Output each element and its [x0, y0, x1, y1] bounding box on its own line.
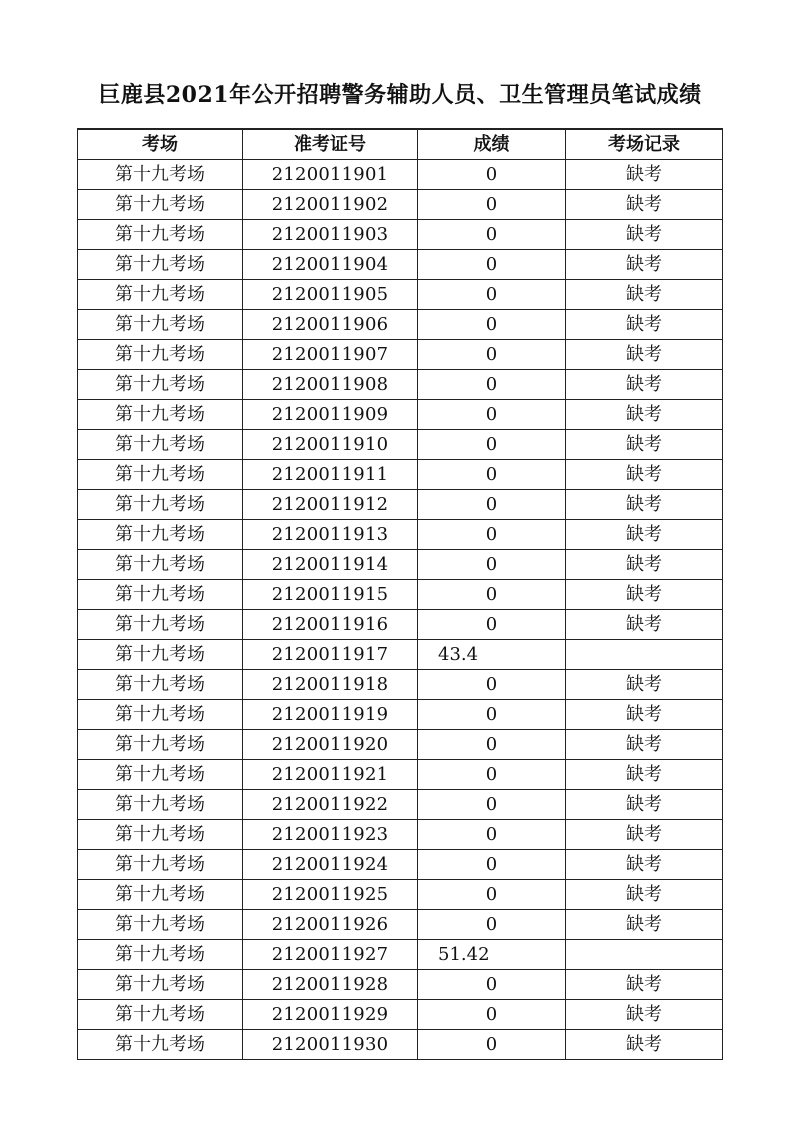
exam-record-cell: 缺考: [566, 1030, 723, 1060]
exam-room-cell: 第十九考场: [78, 220, 243, 250]
table-row: [78, 580, 723, 610]
header-row: [78, 129, 723, 160]
exam-room-cell: 第十九考场: [78, 580, 243, 610]
exam-record-cell: 缺考: [566, 790, 723, 820]
exam-room-cell: 第十九考场: [78, 790, 243, 820]
score-cell: 0: [418, 850, 566, 880]
exam-room-cell: 第十九考场: [78, 670, 243, 700]
ticket-number-cell: 2120011922: [243, 790, 418, 820]
exam-room-cell: 第十九考场: [78, 880, 243, 910]
exam-record-cell: 缺考: [566, 400, 723, 430]
score-cell: 0: [418, 910, 566, 940]
score-cell: 0: [418, 1030, 566, 1060]
ticket-number-cell: 2120011903: [243, 220, 418, 250]
header-ticket-number: 准考证号: [243, 129, 418, 160]
exam-record-cell: 缺考: [566, 160, 723, 190]
score-cell: 0: [418, 550, 566, 580]
score-cell: 0: [418, 760, 566, 790]
table-row: [78, 1000, 723, 1030]
ticket-number-cell: 2120011913: [243, 520, 418, 550]
score-cell: 0: [418, 490, 566, 520]
table-row: [78, 370, 723, 400]
table-row: [78, 160, 723, 190]
exam-record-cell: 缺考: [566, 310, 723, 340]
exam-record-cell: 缺考: [566, 250, 723, 280]
exam-room-cell: 第十九考场: [78, 190, 243, 220]
ticket-number-cell: 2120011921: [243, 760, 418, 790]
ticket-number-cell: 2120011917: [243, 640, 418, 670]
ticket-number-cell: 2120011910: [243, 430, 418, 460]
table-row: [78, 460, 723, 490]
exam-record-cell: 缺考: [566, 700, 723, 730]
ticket-number-cell: 2120011914: [243, 550, 418, 580]
score-cell: 0: [418, 250, 566, 280]
score-cell: 0: [418, 340, 566, 370]
table-row: [78, 250, 723, 280]
exam-record-cell: 缺考: [566, 880, 723, 910]
ticket-number-cell: 2120011915: [243, 580, 418, 610]
table-row: [78, 280, 723, 310]
ticket-number-cell: 2120011925: [243, 880, 418, 910]
exam-room-cell: 第十九考场: [78, 400, 243, 430]
table-row: [78, 880, 723, 910]
header-score: 成绩: [418, 129, 566, 160]
ticket-number-cell: 2120011924: [243, 850, 418, 880]
exam-room-cell: 第十九考场: [78, 520, 243, 550]
exam-record-cell: 缺考: [566, 550, 723, 580]
table-row: [78, 190, 723, 220]
exam-record-cell: 缺考: [566, 580, 723, 610]
score-cell: 0: [418, 880, 566, 910]
table-header: [78, 129, 723, 160]
exam-record-cell: 缺考: [566, 520, 723, 550]
ticket-number-cell: 2120011912: [243, 490, 418, 520]
score-cell: 0: [418, 700, 566, 730]
table-row: [78, 970, 723, 1000]
score-cell: 0: [418, 190, 566, 220]
score-cell: 0: [418, 670, 566, 700]
exam-record-cell: 缺考: [566, 1000, 723, 1030]
ticket-number-cell: 2120011918: [243, 670, 418, 700]
table-row: [78, 490, 723, 520]
header-exam-room: 考场: [78, 129, 243, 160]
exam-record-cell: 缺考: [566, 970, 723, 1000]
exam-room-cell: 第十九考场: [78, 370, 243, 400]
table-row: [78, 610, 723, 640]
score-cell: 0: [418, 790, 566, 820]
ticket-number-cell: 2120011906: [243, 310, 418, 340]
table-row: [78, 850, 723, 880]
exam-room-cell: 第十九考场: [78, 460, 243, 490]
exam-room-cell: 第十九考场: [78, 730, 243, 760]
ticket-number-cell: 2120011927: [243, 940, 418, 970]
exam-record-cell: 缺考: [566, 370, 723, 400]
document-title: 巨鹿县2021年公开招聘警务辅助人员、卫生管理员笔试成绩: [98, 82, 702, 108]
exam-record-cell: 缺考: [566, 730, 723, 760]
score-cell: 0: [418, 610, 566, 640]
exam-room-cell: 第十九考场: [78, 550, 243, 580]
exam-room-cell: 第十九考场: [78, 970, 243, 1000]
exam-room-cell: 第十九考场: [78, 820, 243, 850]
exam-record-cell: 缺考: [566, 220, 723, 250]
exam-record-cell: 缺考: [566, 820, 723, 850]
score-cell: 0: [418, 160, 566, 190]
table-row: [78, 520, 723, 550]
exam-record-cell: 缺考: [566, 190, 723, 220]
score-cell: 0: [418, 970, 566, 1000]
exam-record-cell: 缺考: [566, 490, 723, 520]
score-cell: 0: [418, 520, 566, 550]
table-row: [78, 220, 723, 250]
exam-room-cell: 第十九考场: [78, 310, 243, 340]
ticket-number-cell: 2120011904: [243, 250, 418, 280]
exam-room-cell: 第十九考场: [78, 1000, 243, 1030]
table-row: [78, 700, 723, 730]
exam-room-cell: 第十九考场: [78, 940, 243, 970]
table-row: [78, 400, 723, 430]
table-row: [78, 760, 723, 790]
exam-room-cell: 第十九考场: [78, 250, 243, 280]
exam-record-cell: 缺考: [566, 280, 723, 310]
ticket-number-cell: 2120011919: [243, 700, 418, 730]
header-exam-record: 考场记录: [566, 129, 723, 160]
table-row: [78, 340, 723, 370]
score-cell: 0: [418, 580, 566, 610]
ticket-number-cell: 2120011911: [243, 460, 418, 490]
ticket-number-cell: 2120011926: [243, 910, 418, 940]
ticket-number-cell: 2120011920: [243, 730, 418, 760]
exam-record-cell: 缺考: [566, 340, 723, 370]
score-cell: 0: [418, 400, 566, 430]
table-row: [78, 310, 723, 340]
exam-record-cell: 缺考: [566, 910, 723, 940]
score-cell: 43.4: [418, 640, 566, 670]
table-row: [78, 820, 723, 850]
score-cell: 0: [418, 370, 566, 400]
exam-record-cell: 缺考: [566, 430, 723, 460]
table-row: [78, 730, 723, 760]
score-cell: 0: [418, 1000, 566, 1030]
exam-record-cell: [566, 640, 723, 670]
score-cell: 51.42: [418, 940, 566, 970]
exam-room-cell: 第十九考场: [78, 280, 243, 310]
table-body: [78, 160, 723, 1060]
score-table: [77, 128, 723, 1060]
score-cell: 0: [418, 280, 566, 310]
score-cell: 0: [418, 460, 566, 490]
exam-room-cell: 第十九考场: [78, 430, 243, 460]
ticket-number-cell: 2120011902: [243, 190, 418, 220]
ticket-number-cell: 2120011905: [243, 280, 418, 310]
ticket-number-cell: 2120011923: [243, 820, 418, 850]
score-cell: 0: [418, 730, 566, 760]
exam-room-cell: 第十九考场: [78, 910, 243, 940]
exam-room-cell: 第十九考场: [78, 760, 243, 790]
exam-room-cell: 第十九考场: [78, 850, 243, 880]
exam-room-cell: 第十九考场: [78, 610, 243, 640]
exam-record-cell: 缺考: [566, 670, 723, 700]
ticket-number-cell: 2120011907: [243, 340, 418, 370]
exam-room-cell: 第十九考场: [78, 700, 243, 730]
score-cell: 0: [418, 430, 566, 460]
exam-record-cell: 缺考: [566, 610, 723, 640]
exam-record-cell: 缺考: [566, 460, 723, 490]
ticket-number-cell: 2120011916: [243, 610, 418, 640]
score-cell: 0: [418, 820, 566, 850]
score-cell: 0: [418, 220, 566, 250]
ticket-number-cell: 2120011909: [243, 400, 418, 430]
table-row: [78, 640, 723, 670]
ticket-number-cell: 2120011901: [243, 160, 418, 190]
ticket-number-cell: 2120011928: [243, 970, 418, 1000]
table-row: [78, 910, 723, 940]
table-row: [78, 670, 723, 700]
score-cell: 0: [418, 310, 566, 340]
exam-room-cell: 第十九考场: [78, 340, 243, 370]
exam-record-cell: 缺考: [566, 850, 723, 880]
table-row: [78, 790, 723, 820]
exam-room-cell: 第十九考场: [78, 160, 243, 190]
exam-record-cell: 缺考: [566, 760, 723, 790]
ticket-number-cell: 2120011908: [243, 370, 418, 400]
exam-room-cell: 第十九考场: [78, 490, 243, 520]
exam-record-cell: [566, 940, 723, 970]
table-row: [78, 550, 723, 580]
table-row: [78, 1030, 723, 1060]
table-row: [78, 430, 723, 460]
table-row: [78, 940, 723, 970]
ticket-number-cell: 2120011930: [243, 1030, 418, 1060]
ticket-number-cell: 2120011929: [243, 1000, 418, 1030]
exam-room-cell: 第十九考场: [78, 1030, 243, 1060]
exam-room-cell: 第十九考场: [78, 640, 243, 670]
